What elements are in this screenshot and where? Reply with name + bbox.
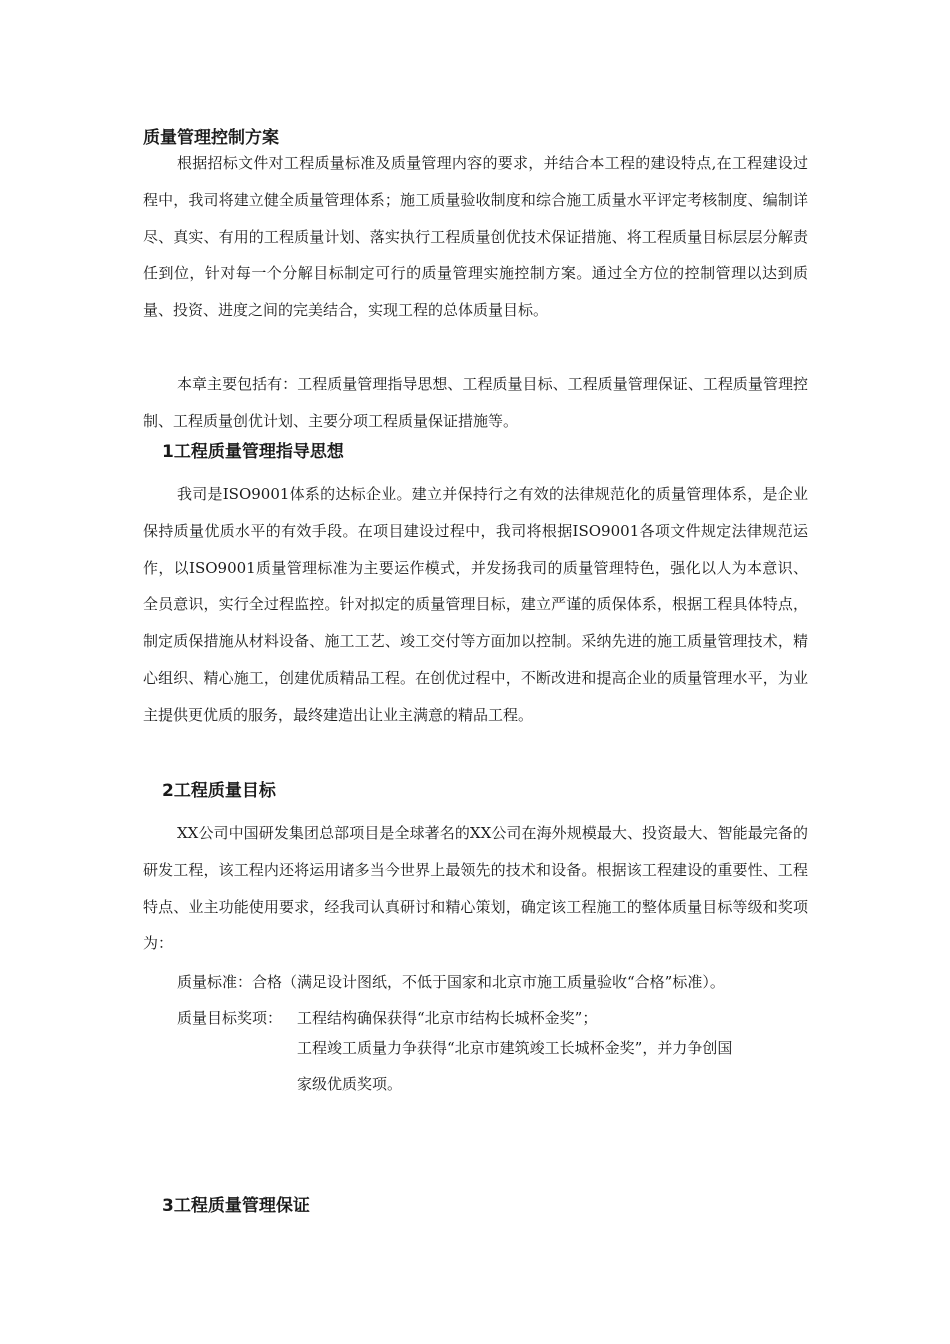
award-item-2-line-1: 工程竣工质量力争获得“北京市建筑竣工长城杯金奖”，并力争创国 [297, 1039, 733, 1057]
intro-paragraph-1: 根据招标文件对工程质量标准及质量管理内容的要求，并结合本工程的建设特点,在工程建设过程中，我司将建立健全质量管理体系；施工质量验收制度和综合施工质量水平评定考核制度、编制详尽、真实、有用的工程质量计划、落实执行工程质量创优技术保证措施、将工程质量目标层层分解责任到位，针对每一个分解目标制定可行的质量管理实施控制方案。通过全方位的控制管理以达到质量、投资、进度之间的完美结合，实现工程的总体质量目标。 [143, 154, 808, 320]
award-label: 质量目标奖项： [177, 1009, 283, 1027]
document-title: 质量管理控制方案 [143, 128, 279, 148]
section-1-paragraph: 我司是ISO9001体系的达标企业。建立并保持行之有效的法律规范化的质量管理体系，是企业保持质量优质水平的有效手段。在项目建设过程中，我司将根据ISO9001各项文件规定法律规范运作，以ISO9001质量管理标准为主要运作模式，并发扬我司的质量管理特色，强化以人为本意识、全员意识，实行全过程监控。针对拟定的质量管理目标，建立严谨的质保体系，根据工程具体特点，制定质保措施从材料设备、施工工艺、竣工交付等方面加以控制。采纳先进的施工质量管理技术，精心组织、精心施工，创建优质精品工程。在创优过程中，不断改进和提高企业的质量管理水平，为业主提供更优质的服务，最终建造出让业主满意的精品工程。 [143, 485, 808, 724]
intro-paragraph-2: 本章主要包括有：工程质量管理指导思想、工程质量目标、工程质量管理保证、工程质量管理控制、工程质量创优计划、主要分项工程质量保证措施等。 [143, 375, 808, 430]
section-1-heading: 1工程质量管理指导思想 [162, 442, 344, 462]
section-3-heading: 3工程质量管理保证 [162, 1196, 310, 1216]
quality-standard-line: 质量标准：合格（满足设计图纸，不低于国家和北京市施工质量验收“合格”标准）。 [177, 973, 725, 991]
award-item-1: 工程结构确保获得“北京市结构长城杯金奖”； [297, 1009, 598, 1027]
section-2-paragraph: XX公司中国研发集团总部项目是全球著名的XX公司在海外规模最大、投资最大、智能最完备的研发工程，该工程内还将运用诸多当今世界上最领先的技术和设备。根据该工程建设的重要性、工程特点、业主功能使用要求，经我司认真研讨和精心策划，确定该工程施工的整体质量目标等级和奖项为： [143, 824, 808, 953]
section-2-heading: 2工程质量目标 [162, 781, 276, 801]
award-item-2-line-2: 家级优质奖项。 [297, 1075, 403, 1093]
